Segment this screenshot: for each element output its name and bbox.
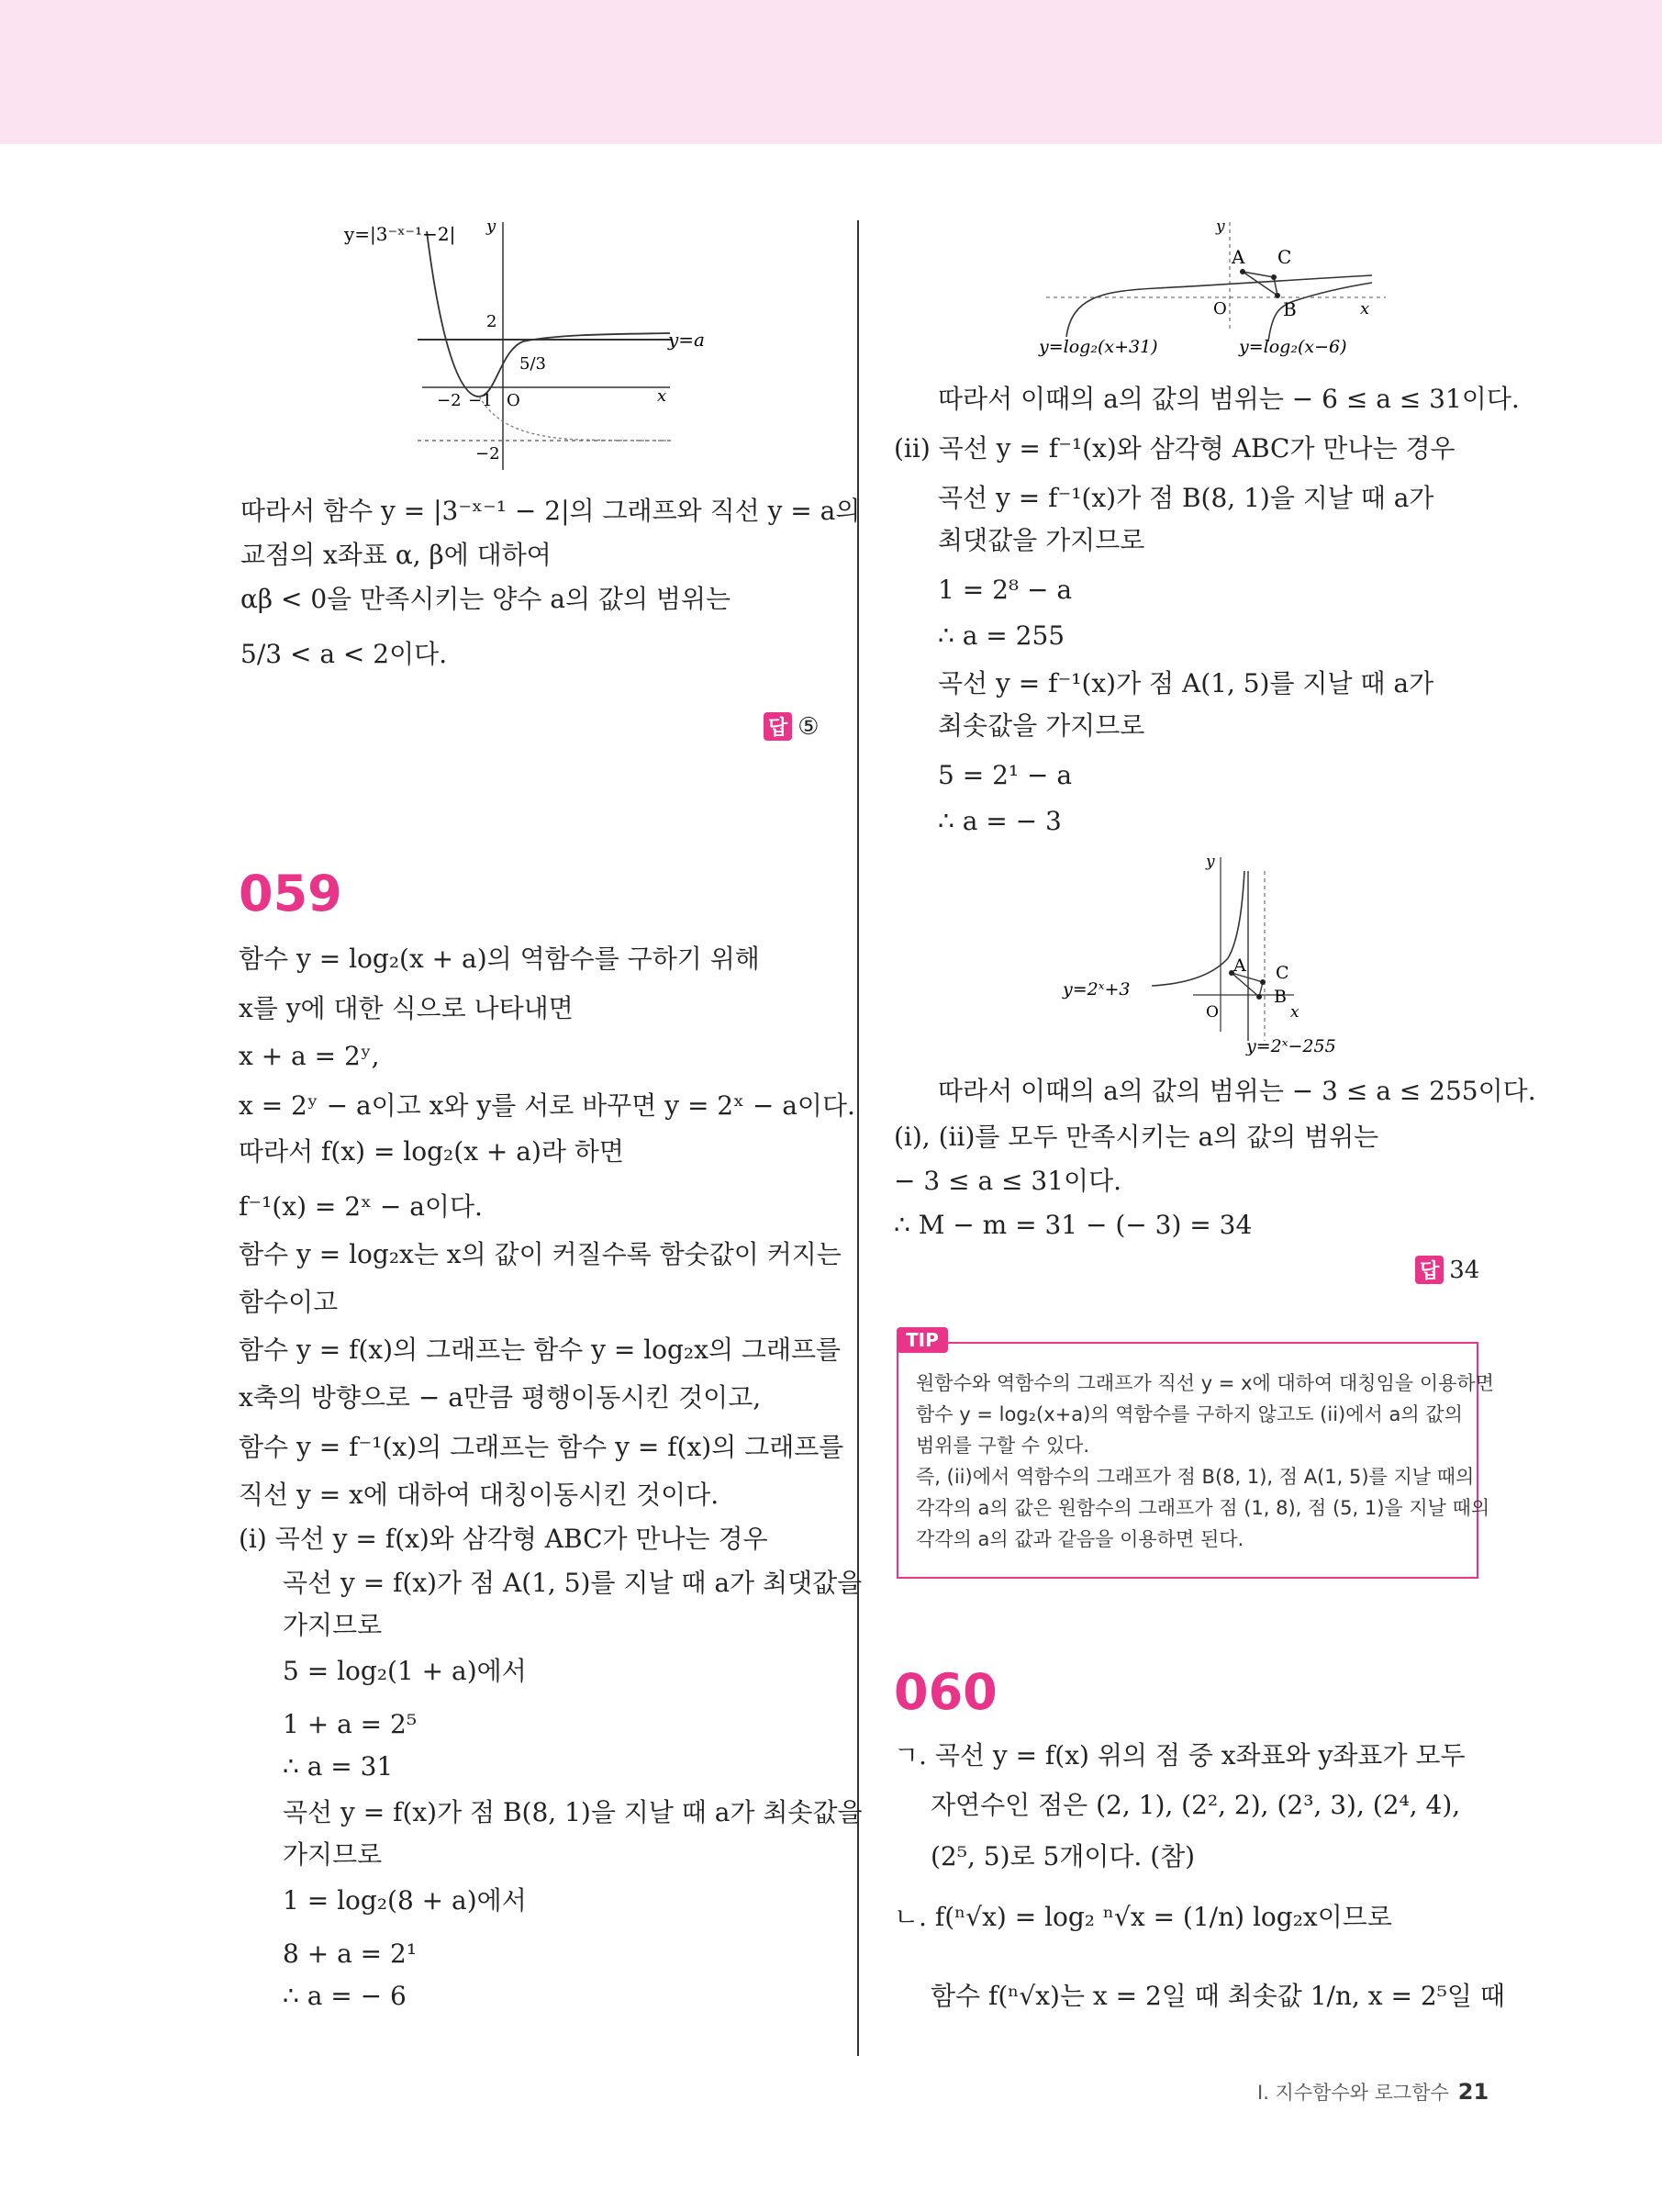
tick-neg2-x: −2 xyxy=(437,391,462,410)
g1-label-c: C xyxy=(1277,246,1292,268)
graph-label-y: y xyxy=(486,217,496,236)
header-band xyxy=(0,0,1662,144)
g1-curve1: y=log₂(x+31) xyxy=(1039,337,1158,357)
text-line: 5 = 2¹ − a xyxy=(938,760,1073,790)
answer-058 xyxy=(764,712,820,741)
text-line: 따라서 이때의 a의 값의 범위는 − 3 ≤ a ≤ 255이다. xyxy=(938,1076,1536,1106)
answer-badge: 답 xyxy=(1415,1256,1444,1284)
answer-059 xyxy=(1415,1256,1479,1284)
section-060-body xyxy=(894,1740,1505,2027)
g2-label-y: y xyxy=(1206,853,1215,871)
page-number: 21 xyxy=(1457,2079,1489,2105)
g2-label-c: C xyxy=(1276,963,1289,983)
text-line: x를 y에 대한 식으로 나타내면 xyxy=(239,993,574,1023)
tip-body xyxy=(916,1368,1494,1555)
text-line: x = 2ʸ − a이고 x와 y를 서로 바꾸면 y = 2ˣ − a이다. xyxy=(239,1090,855,1121)
g1-curve2: y=log₂(x−6) xyxy=(1239,337,1347,357)
graph-exp-curves xyxy=(1055,848,1358,1056)
text-line: x축의 방향으로 − a만큼 평행이동시킨 것이고, xyxy=(239,1382,762,1413)
text-line: 교점의 x좌표 α, β에 대하여 xyxy=(240,540,552,570)
tick-2: 2 xyxy=(486,312,497,331)
text-line: ㄱ. 곡선 y = f(x) 위의 점 중 x좌표와 y좌표가 모두 xyxy=(894,1740,1466,1771)
chapter-title: I. 지수함수와 로그함수 xyxy=(1257,2082,1449,2104)
section-number-060: 060 xyxy=(894,1663,998,1721)
text-line: 따라서 이때의 a의 값의 범위는 − 6 ≤ a ≤ 31이다. xyxy=(938,384,1520,414)
text-line: ∴ a = − 6 xyxy=(283,1981,407,2011)
page-footer xyxy=(1257,2078,1489,2106)
text-line: 곡선 y = f⁻¹(x)가 점 B(8, 1)을 지날 때 a가 xyxy=(938,483,1434,513)
graph-label-x: x xyxy=(657,386,667,406)
section-059-body xyxy=(239,944,863,2023)
g2-label-x: x xyxy=(1290,1003,1299,1022)
text-line: αβ < 0을 만족시키는 양수 a의 값의 범위는 xyxy=(240,584,731,614)
tick-5-3: 5/3 xyxy=(519,354,546,374)
text-line: ∴ a = 255 xyxy=(938,620,1065,651)
text-line: 곡선 y = f(x)가 점 B(8, 1)을 지날 때 a가 최솟값을 xyxy=(283,1797,863,1827)
g2-label-a: A xyxy=(1233,955,1246,976)
text-line: 가지므로 xyxy=(283,1610,383,1640)
tick-neg2-y: −2 xyxy=(475,444,500,464)
text-line: x + a = 2ʸ, xyxy=(239,1041,380,1071)
text-line: ∴ M − m = 31 − (− 3) = 34 xyxy=(894,1210,1253,1240)
text-line: 최댓값을 가지므로 xyxy=(938,525,1145,555)
text-line: 8 + a = 2¹ xyxy=(283,1938,418,1969)
text-line: 따라서 함수 y = |3⁻ˣ⁻¹ − 2|의 그래프와 직선 y = a의 xyxy=(240,496,861,526)
origin: O xyxy=(507,391,520,410)
text-line: 5 = log₂(1 + a)에서 xyxy=(283,1656,527,1686)
left-top-text xyxy=(240,496,860,683)
answer-value: ⑤ xyxy=(798,713,820,741)
text-line: ∴ a = 31 xyxy=(283,1751,394,1782)
text-line: 1 + a = 2⁵ xyxy=(283,1709,418,1739)
tip-line: 함수 y = log₂(x+a)의 역함수를 구하지 않고도 (ii)에서 a의 값의 xyxy=(916,1403,1463,1425)
tip-line: 즉, (ii)에서 역함수의 그래프가 점 B(8, 1), 점 A(1, 5)를 지날 때의 xyxy=(916,1466,1475,1488)
text-line: 가지므로 xyxy=(283,1839,383,1870)
right-col-part-a xyxy=(894,384,1520,848)
graph-log-curves xyxy=(1028,213,1395,371)
graph-label-func: y=|3⁻ˣ⁻¹−2| xyxy=(344,223,456,245)
g1-origin: O xyxy=(1213,299,1227,318)
answer-badge: 답 xyxy=(764,712,792,741)
text-line: 함수 y = f(x)의 그래프는 함수 y = log₂x의 그래프를 xyxy=(239,1335,842,1365)
g2-curve1: y=2ˣ+3 xyxy=(1063,979,1131,1000)
text-line: − 3 ≤ a ≤ 31이다. xyxy=(894,1166,1122,1196)
graph-label-ya: y=a xyxy=(668,329,705,351)
tip-line: 각각의 a의 값과 같음을 이용하면 된다. xyxy=(916,1528,1244,1550)
answer-value: 34 xyxy=(1449,1257,1480,1284)
g2-label-b: B xyxy=(1274,987,1287,1007)
text-line: 함수 f(ⁿ√x)는 x = 2일 때 최솟값 1/n, x = 2⁵일 때 xyxy=(931,1981,1505,2011)
g2-origin: O xyxy=(1206,1003,1219,1022)
g1-label-y: y xyxy=(1216,218,1225,236)
text-line: 자연수인 점은 (2, 1), (2², 2), (2³, 3), (2⁴, 4), xyxy=(931,1790,1461,1820)
text-line: (i), (ii)를 모두 만족시키는 a의 값의 범위는 xyxy=(894,1122,1379,1152)
text-line: 1 = 2⁸ − a xyxy=(938,575,1073,605)
text-line: 따라서 f(x) = log₂(x + a)라 하면 xyxy=(239,1136,624,1167)
text-line: 최솟값을 가지므로 xyxy=(938,710,1145,741)
graph-abs-exponential xyxy=(340,213,725,479)
text-line: ∴ a = − 3 xyxy=(938,806,1062,836)
g1-label-x: x xyxy=(1360,299,1370,318)
g1-label-b: B xyxy=(1283,298,1297,320)
text-line: 함수 y = f⁻¹(x)의 그래프는 함수 y = f(x)의 그래프를 xyxy=(239,1432,844,1462)
text-line: f⁻¹(x) = 2ˣ − a이다. xyxy=(239,1191,483,1222)
text-line: 5/3 < a < 2이다. xyxy=(240,639,448,669)
text-line: (i) 곡선 y = f(x)와 삼각형 ABC가 만나는 경우 xyxy=(239,1524,768,1554)
text-line: 함수 y = log₂x는 x의 값이 커질수록 함숫값이 커지는 xyxy=(239,1239,842,1269)
text-line: 곡선 y = f(x)가 점 A(1, 5)를 지날 때 a가 최댓값을 xyxy=(283,1568,863,1598)
tip-line: 원함수와 역함수의 그래프가 직선 y = x에 대하여 대칭임을 이용하면 xyxy=(916,1372,1494,1394)
right-col-part-b xyxy=(894,1076,1536,1254)
text-line: 함수 y = log₂(x + a)의 역함수를 구하기 위해 xyxy=(239,944,760,974)
tip-line: 범위를 구할 수 있다. xyxy=(916,1435,1089,1457)
text-line: 곡선 y = f⁻¹(x)가 점 A(1, 5)를 지날 때 a가 xyxy=(938,668,1434,698)
text-line: ㄴ. f(ⁿ√x) = log₂ ⁿ√x = (1/n) log₂x이므로 xyxy=(894,1902,1392,1932)
tip-line: 각각의 a의 값은 원함수의 그래프가 점 (1, 8), 점 (5, 1)을 지날 때의 xyxy=(916,1497,1490,1519)
tip-label: TIP xyxy=(897,1327,948,1353)
g1-label-a: A xyxy=(1232,246,1245,268)
text-line: 함수이고 xyxy=(239,1287,339,1317)
tick-neg1: −1 xyxy=(468,391,493,410)
g2-curve2: y=2ˣ−255 xyxy=(1246,1036,1336,1056)
text-line: (2⁵, 5)로 5개이다. (참) xyxy=(931,1841,1196,1871)
text-line: 1 = log₂(8 + a)에서 xyxy=(283,1885,527,1916)
text-line: (ii) 곡선 y = f⁻¹(x)와 삼각형 ABC가 만나는 경우 xyxy=(894,433,1456,464)
section-number-059: 059 xyxy=(239,865,342,922)
text-line: 직선 y = x에 대하여 대칭이동시킨 것이다. xyxy=(239,1480,719,1510)
